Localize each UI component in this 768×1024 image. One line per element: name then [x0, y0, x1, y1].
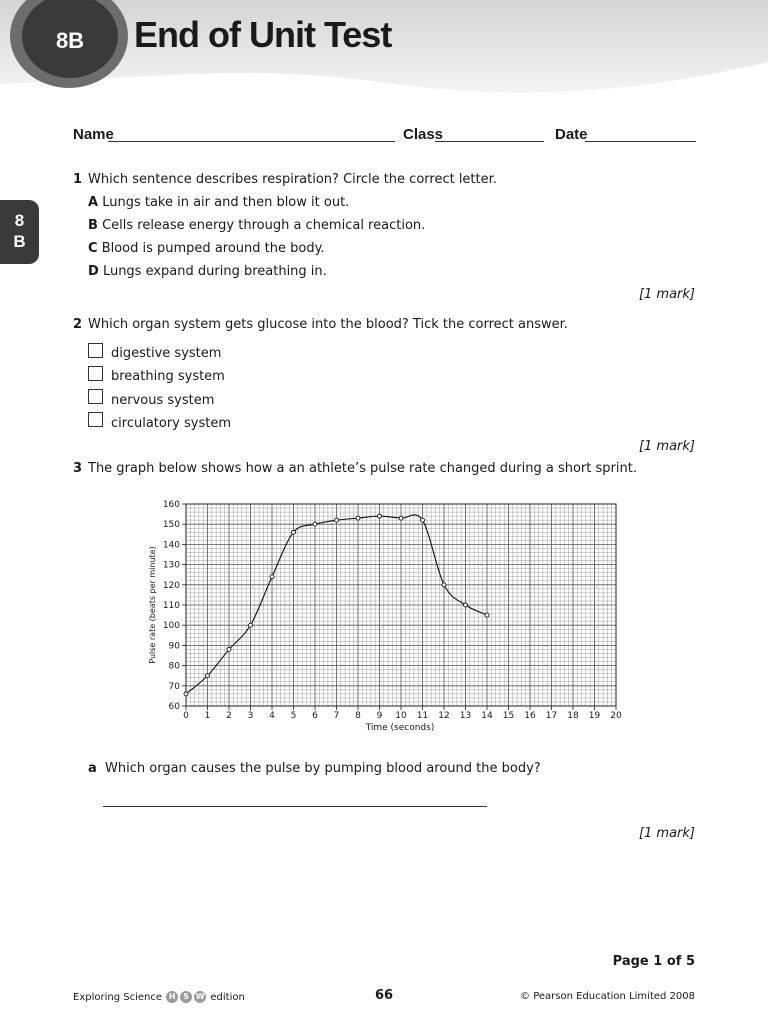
q3a-question — [88, 761, 541, 776]
page-number: 66 — [375, 988, 394, 1003]
q3a-answer-line[interactable] — [103, 806, 487, 807]
student-info-row — [73, 126, 696, 146]
q1-mark: [1 mark] — [638, 287, 695, 302]
footer-series — [73, 991, 245, 1003]
x-tick-label: 7 — [333, 711, 340, 721]
q3-number: 3 — [73, 461, 83, 476]
data-point — [335, 518, 339, 522]
x-tick-label: 1 — [204, 711, 211, 721]
data-point — [249, 623, 253, 627]
q3a-text: Which organ causes the pulse by pumping blood around the body? — [105, 761, 541, 776]
chart-grid-major — [186, 504, 616, 706]
x-tick-label: 0 — [183, 711, 189, 721]
x-tick-label: 12 — [438, 711, 450, 721]
q2-option-label: breathing system — [111, 369, 225, 384]
q1-option-letter: D — [88, 264, 99, 279]
q2-checkbox-digestive[interactable] — [88, 343, 103, 358]
data-point — [485, 613, 489, 617]
page-title: End of Unit Test — [134, 14, 392, 55]
data-point — [399, 516, 403, 520]
y-tick-label: 90 — [168, 641, 180, 652]
y-tick-label: 100 — [162, 621, 180, 632]
data-point — [313, 522, 317, 526]
copyright: © Pearson Education Limited 2008 — [520, 991, 695, 1002]
q1-option-c[interactable] — [88, 241, 325, 256]
x-tick-label: 15 — [502, 711, 515, 721]
q2-checkbox-breathing[interactable] — [88, 366, 103, 381]
x-tick-label: 8 — [355, 711, 361, 721]
data-point — [270, 575, 274, 579]
x-tick-label: 13 — [459, 711, 472, 721]
data-point — [442, 583, 446, 587]
class-label: Class — [403, 126, 444, 143]
data-point — [464, 603, 468, 607]
pulse-rate-chart — [140, 490, 640, 740]
q2-option-label: circulatory system — [111, 416, 232, 431]
y-tick-label: 150 — [162, 520, 180, 531]
data-point — [206, 674, 210, 678]
chart-x-label: Time (seconds) — [365, 723, 435, 733]
y-tick-label: 80 — [168, 661, 180, 672]
q2-option-label: digestive system — [111, 346, 222, 361]
side-tab-line1: 8 — [14, 211, 25, 230]
hsw-logo-h: H — [166, 991, 178, 1003]
data-point — [421, 518, 425, 522]
x-tick-label: 20 — [610, 711, 622, 721]
data-point — [184, 692, 188, 696]
y-tick-label: 70 — [168, 681, 180, 692]
chart-y-ticks — [163, 500, 186, 712]
q1-option-d[interactable] — [88, 264, 327, 279]
q1-option-letter: A — [88, 195, 99, 210]
unit-side-tab — [0, 200, 39, 264]
y-tick-label: 130 — [162, 560, 180, 571]
q1-option-a[interactable] — [88, 195, 349, 210]
q1-option-text: Lungs take in air and then blow it out. — [102, 195, 350, 210]
x-tick-label: 9 — [376, 711, 383, 721]
q1-text: Which sentence describes respiration? Circle the correct letter. — [88, 172, 497, 187]
q1-number: 1 — [73, 172, 83, 187]
date-label: Date — [555, 126, 588, 143]
name-field[interactable] — [108, 141, 395, 142]
page-of-indicator: Page 1 of 5 — [612, 954, 695, 969]
side-tab-line2: B — [13, 232, 26, 251]
x-tick-label: 5 — [290, 711, 297, 721]
q1-option-letter: B — [88, 218, 98, 233]
chart-y-label: Pulse rate (beats per minute) — [148, 546, 157, 664]
y-tick-label: 120 — [162, 580, 180, 591]
q1-option-text: Cells release energy through a chemical reaction. — [102, 218, 426, 233]
unit-badge: 8B — [22, 0, 118, 78]
hsw-logo-s: S — [180, 991, 192, 1003]
class-field[interactable] — [435, 141, 544, 142]
data-point — [292, 530, 296, 534]
x-tick-label: 18 — [567, 711, 579, 721]
date-field[interactable] — [585, 141, 696, 142]
data-point — [356, 516, 360, 520]
data-point — [227, 647, 231, 651]
series-prefix: Exploring Science — [73, 992, 162, 1003]
data-point — [378, 514, 382, 518]
y-tick-label: 110 — [162, 601, 180, 611]
q2-checkbox-circulatory[interactable] — [88, 412, 103, 427]
q2-mark: [1 mark] — [638, 439, 695, 454]
x-tick-label: 4 — [269, 711, 275, 721]
x-tick-label: 6 — [312, 711, 318, 721]
x-tick-label: 19 — [588, 711, 601, 721]
y-tick-label: 140 — [162, 540, 180, 551]
q2-option-label: nervous system — [111, 393, 215, 408]
x-tick-label: 10 — [395, 711, 407, 721]
q1-option-letter: C — [88, 241, 98, 256]
q1-option-text: Blood is pumped around the body. — [101, 241, 325, 256]
q1-option-b[interactable] — [88, 218, 425, 233]
q1-option-text: Lungs expand during breathing in. — [102, 264, 327, 279]
x-tick-label: 11 — [416, 711, 429, 721]
y-tick-label: 160 — [162, 500, 180, 510]
chart-x-ticks — [183, 706, 622, 721]
q3a-letter: a — [88, 761, 97, 776]
q3-mark: [1 mark] — [638, 826, 695, 841]
name-label: Name — [73, 126, 114, 143]
x-tick-label: 2 — [226, 711, 232, 721]
series-suffix: edition — [210, 992, 245, 1003]
hsw-logo-w: W — [195, 992, 205, 1001]
x-tick-label: 14 — [481, 711, 493, 721]
x-tick-label: 3 — [247, 711, 254, 721]
q2-checkbox-nervous[interactable] — [88, 389, 103, 404]
q2-text: Which organ system gets glucose into the blood? Tick the correct answer. — [88, 317, 568, 332]
x-tick-label: 16 — [524, 711, 536, 721]
y-tick-label: 60 — [168, 702, 180, 712]
q2-number: 2 — [73, 317, 83, 332]
q3-text: The graph below shows how a an athlete’s pulse rate changed during a short sprint. — [88, 461, 637, 476]
x-tick-label: 17 — [545, 711, 558, 721]
